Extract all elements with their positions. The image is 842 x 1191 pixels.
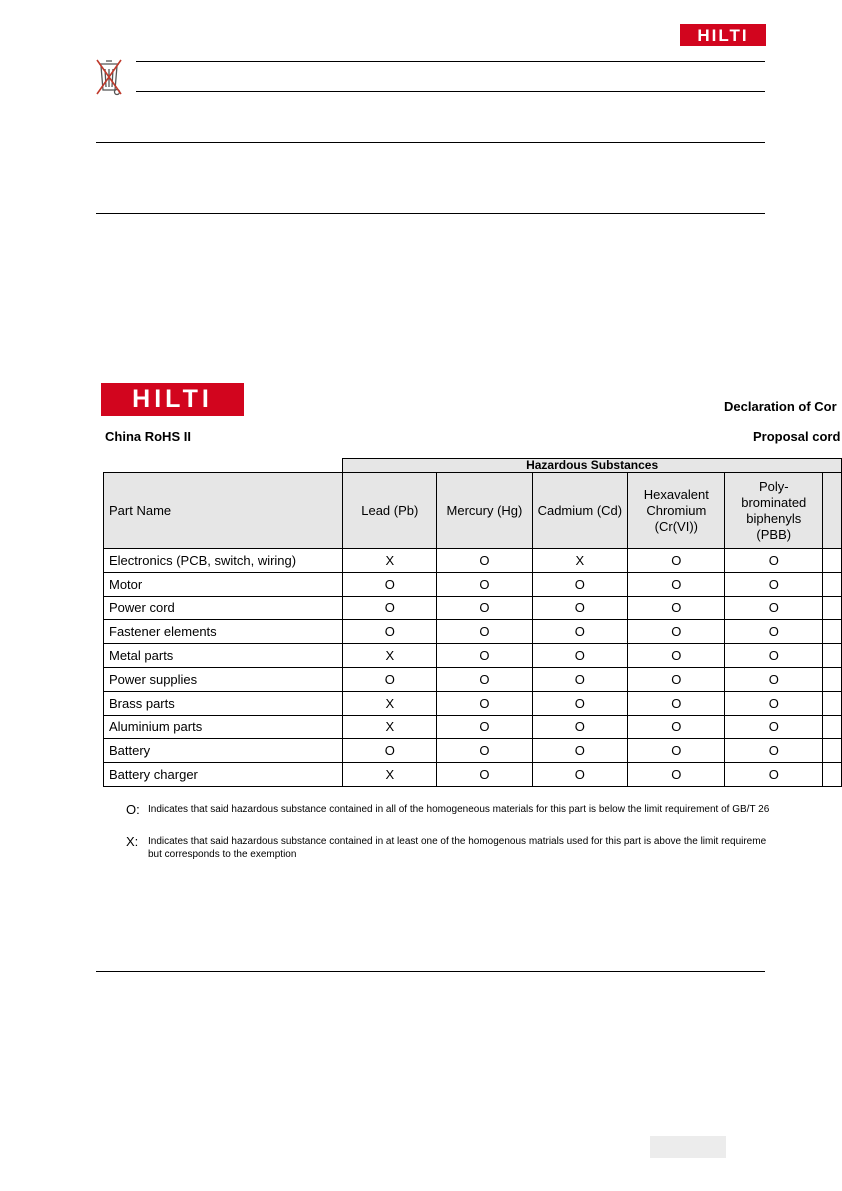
- column-header-part-name: Part Name: [104, 473, 343, 549]
- substance-value-cell: O: [725, 549, 823, 573]
- substance-value-cell: O: [628, 620, 725, 644]
- substance-value-cell: O: [532, 644, 628, 668]
- substance-value-cell: O: [532, 739, 628, 763]
- table-row: [104, 572, 842, 596]
- rohs-declaration: [96, 378, 842, 878]
- part-name-cell: Power cord: [104, 596, 343, 620]
- column-header-pbb: Poly-brominated biphenyls (PBB): [725, 473, 823, 549]
- cut-off-cell: [823, 572, 842, 596]
- substance-value-cell: O: [628, 644, 725, 668]
- region-label: China RoHS II: [105, 429, 191, 444]
- rule-5: [96, 971, 765, 972]
- note-o-symbol: O:: [126, 802, 140, 817]
- table-row: [104, 739, 842, 763]
- substance-value-cell: O: [532, 620, 628, 644]
- substance-value-cell: X: [343, 715, 437, 739]
- substance-value-cell: O: [343, 739, 437, 763]
- column-header-lead: Lead (Pb): [343, 473, 437, 549]
- substance-value-cell: O: [343, 620, 437, 644]
- substance-value-cell: O: [725, 596, 823, 620]
- substance-value-cell: O: [628, 572, 725, 596]
- cut-off-cell: [823, 667, 842, 691]
- substance-value-cell: O: [725, 691, 823, 715]
- substance-value-cell: O: [725, 644, 823, 668]
- note-x-text-line-2: but corresponds to the exemption: [148, 849, 297, 860]
- substance-value-cell: O: [437, 691, 532, 715]
- substance-value-cell: O: [532, 667, 628, 691]
- table-row: [104, 596, 842, 620]
- cut-off-cell: [823, 691, 842, 715]
- column-header-mercury: Mercury (Hg): [437, 473, 532, 549]
- cut-off-cell: [823, 620, 842, 644]
- page-number-box: [650, 1136, 726, 1158]
- cut-off-cell: [823, 715, 842, 739]
- rule-4: [96, 213, 765, 214]
- cut-off-cell: [823, 549, 842, 573]
- table-row: [104, 549, 842, 573]
- table-corner: [104, 459, 343, 473]
- substance-value-cell: O: [532, 596, 628, 620]
- substance-value-cell: O: [628, 549, 725, 573]
- part-name-cell: Motor: [104, 572, 343, 596]
- part-name-cell: Brass parts: [104, 691, 343, 715]
- substance-value-cell: O: [437, 715, 532, 739]
- part-name-cell: Battery: [104, 739, 343, 763]
- part-name-cell: Power supplies: [104, 667, 343, 691]
- substance-value-cell: O: [437, 763, 532, 787]
- part-name-cell: Fastener elements: [104, 620, 343, 644]
- cut-off-cell: [823, 739, 842, 763]
- substance-value-cell: X: [532, 549, 628, 573]
- substance-value-cell: O: [628, 715, 725, 739]
- note-x-symbol: X:: [126, 834, 139, 849]
- substance-value-cell: O: [725, 763, 823, 787]
- substance-value-cell: X: [343, 691, 437, 715]
- rule-1: [136, 61, 765, 62]
- proposal-label: Proposal cord: [753, 429, 841, 444]
- substance-value-cell: X: [343, 644, 437, 668]
- substance-value-cell: O: [628, 739, 725, 763]
- hilti-logo: [680, 24, 766, 46]
- substance-value-cell: O: [532, 763, 628, 787]
- substance-value-cell: O: [532, 715, 628, 739]
- table-row: [104, 691, 842, 715]
- cut-off-cell: [823, 644, 842, 668]
- substance-value-cell: O: [437, 667, 532, 691]
- substance-value-cell: O: [628, 691, 725, 715]
- substance-value-cell: O: [725, 572, 823, 596]
- part-name-cell: Battery charger: [104, 763, 343, 787]
- substance-value-cell: O: [725, 739, 823, 763]
- substance-value-cell: O: [437, 549, 532, 573]
- column-header-cut-off: [823, 473, 842, 549]
- substance-value-cell: O: [628, 596, 725, 620]
- hilti-logo-text: HILTI: [697, 25, 749, 45]
- rule-3: [96, 142, 765, 143]
- substance-value-cell: O: [437, 644, 532, 668]
- substance-value-cell: O: [437, 596, 532, 620]
- substance-value-cell: O: [628, 763, 725, 787]
- substance-value-cell: O: [725, 667, 823, 691]
- note-x-text-line-1: Indicates that said hazardous substance contained in at least one of the homogenous matrials used for this part is above the limit requireme: [148, 836, 767, 847]
- cut-off-cell: [823, 596, 842, 620]
- part-name-cell: Aluminium parts: [104, 715, 343, 739]
- table-row: [104, 667, 842, 691]
- substance-value-cell: O: [532, 572, 628, 596]
- table-row: [104, 715, 842, 739]
- cut-off-cell: [823, 763, 842, 787]
- column-header-hexavalent-chromium: Hexavalent Chromium (Cr(VI)): [628, 473, 725, 549]
- crossed-out-wheeled-bin-icon: [93, 56, 125, 98]
- rule-2: [136, 91, 765, 92]
- substance-value-cell: O: [725, 620, 823, 644]
- hazardous-substances-table: [103, 458, 842, 787]
- declaration-title: Declaration of Cor: [724, 399, 837, 414]
- substance-value-cell: X: [343, 763, 437, 787]
- column-header-cadmium: Cadmium (Cd): [532, 473, 628, 549]
- hilti-logo-large-text: HILTI: [132, 385, 213, 413]
- substance-value-cell: O: [628, 667, 725, 691]
- substance-value-cell: X: [343, 549, 437, 573]
- note-o-text: Indicates that said hazardous substance contained in all of the homogeneous materials for this part is below the limit requirement of GB/T 26: [148, 804, 770, 815]
- substance-value-cell: O: [343, 572, 437, 596]
- substance-value-cell: O: [343, 667, 437, 691]
- part-name-cell: Electronics (PCB, switch, wiring): [104, 549, 343, 573]
- substance-value-cell: O: [725, 715, 823, 739]
- substance-value-cell: O: [532, 691, 628, 715]
- table-row: [104, 763, 842, 787]
- substance-value-cell: O: [437, 620, 532, 644]
- substance-value-cell: O: [343, 596, 437, 620]
- substance-value-cell: O: [437, 572, 532, 596]
- substance-value-cell: O: [437, 739, 532, 763]
- table-row: [104, 620, 842, 644]
- hazardous-substances-header: Hazardous Substances: [343, 459, 842, 473]
- hilti-logo-large: [101, 383, 244, 416]
- table-row: [104, 644, 842, 668]
- part-name-cell: Metal parts: [104, 644, 343, 668]
